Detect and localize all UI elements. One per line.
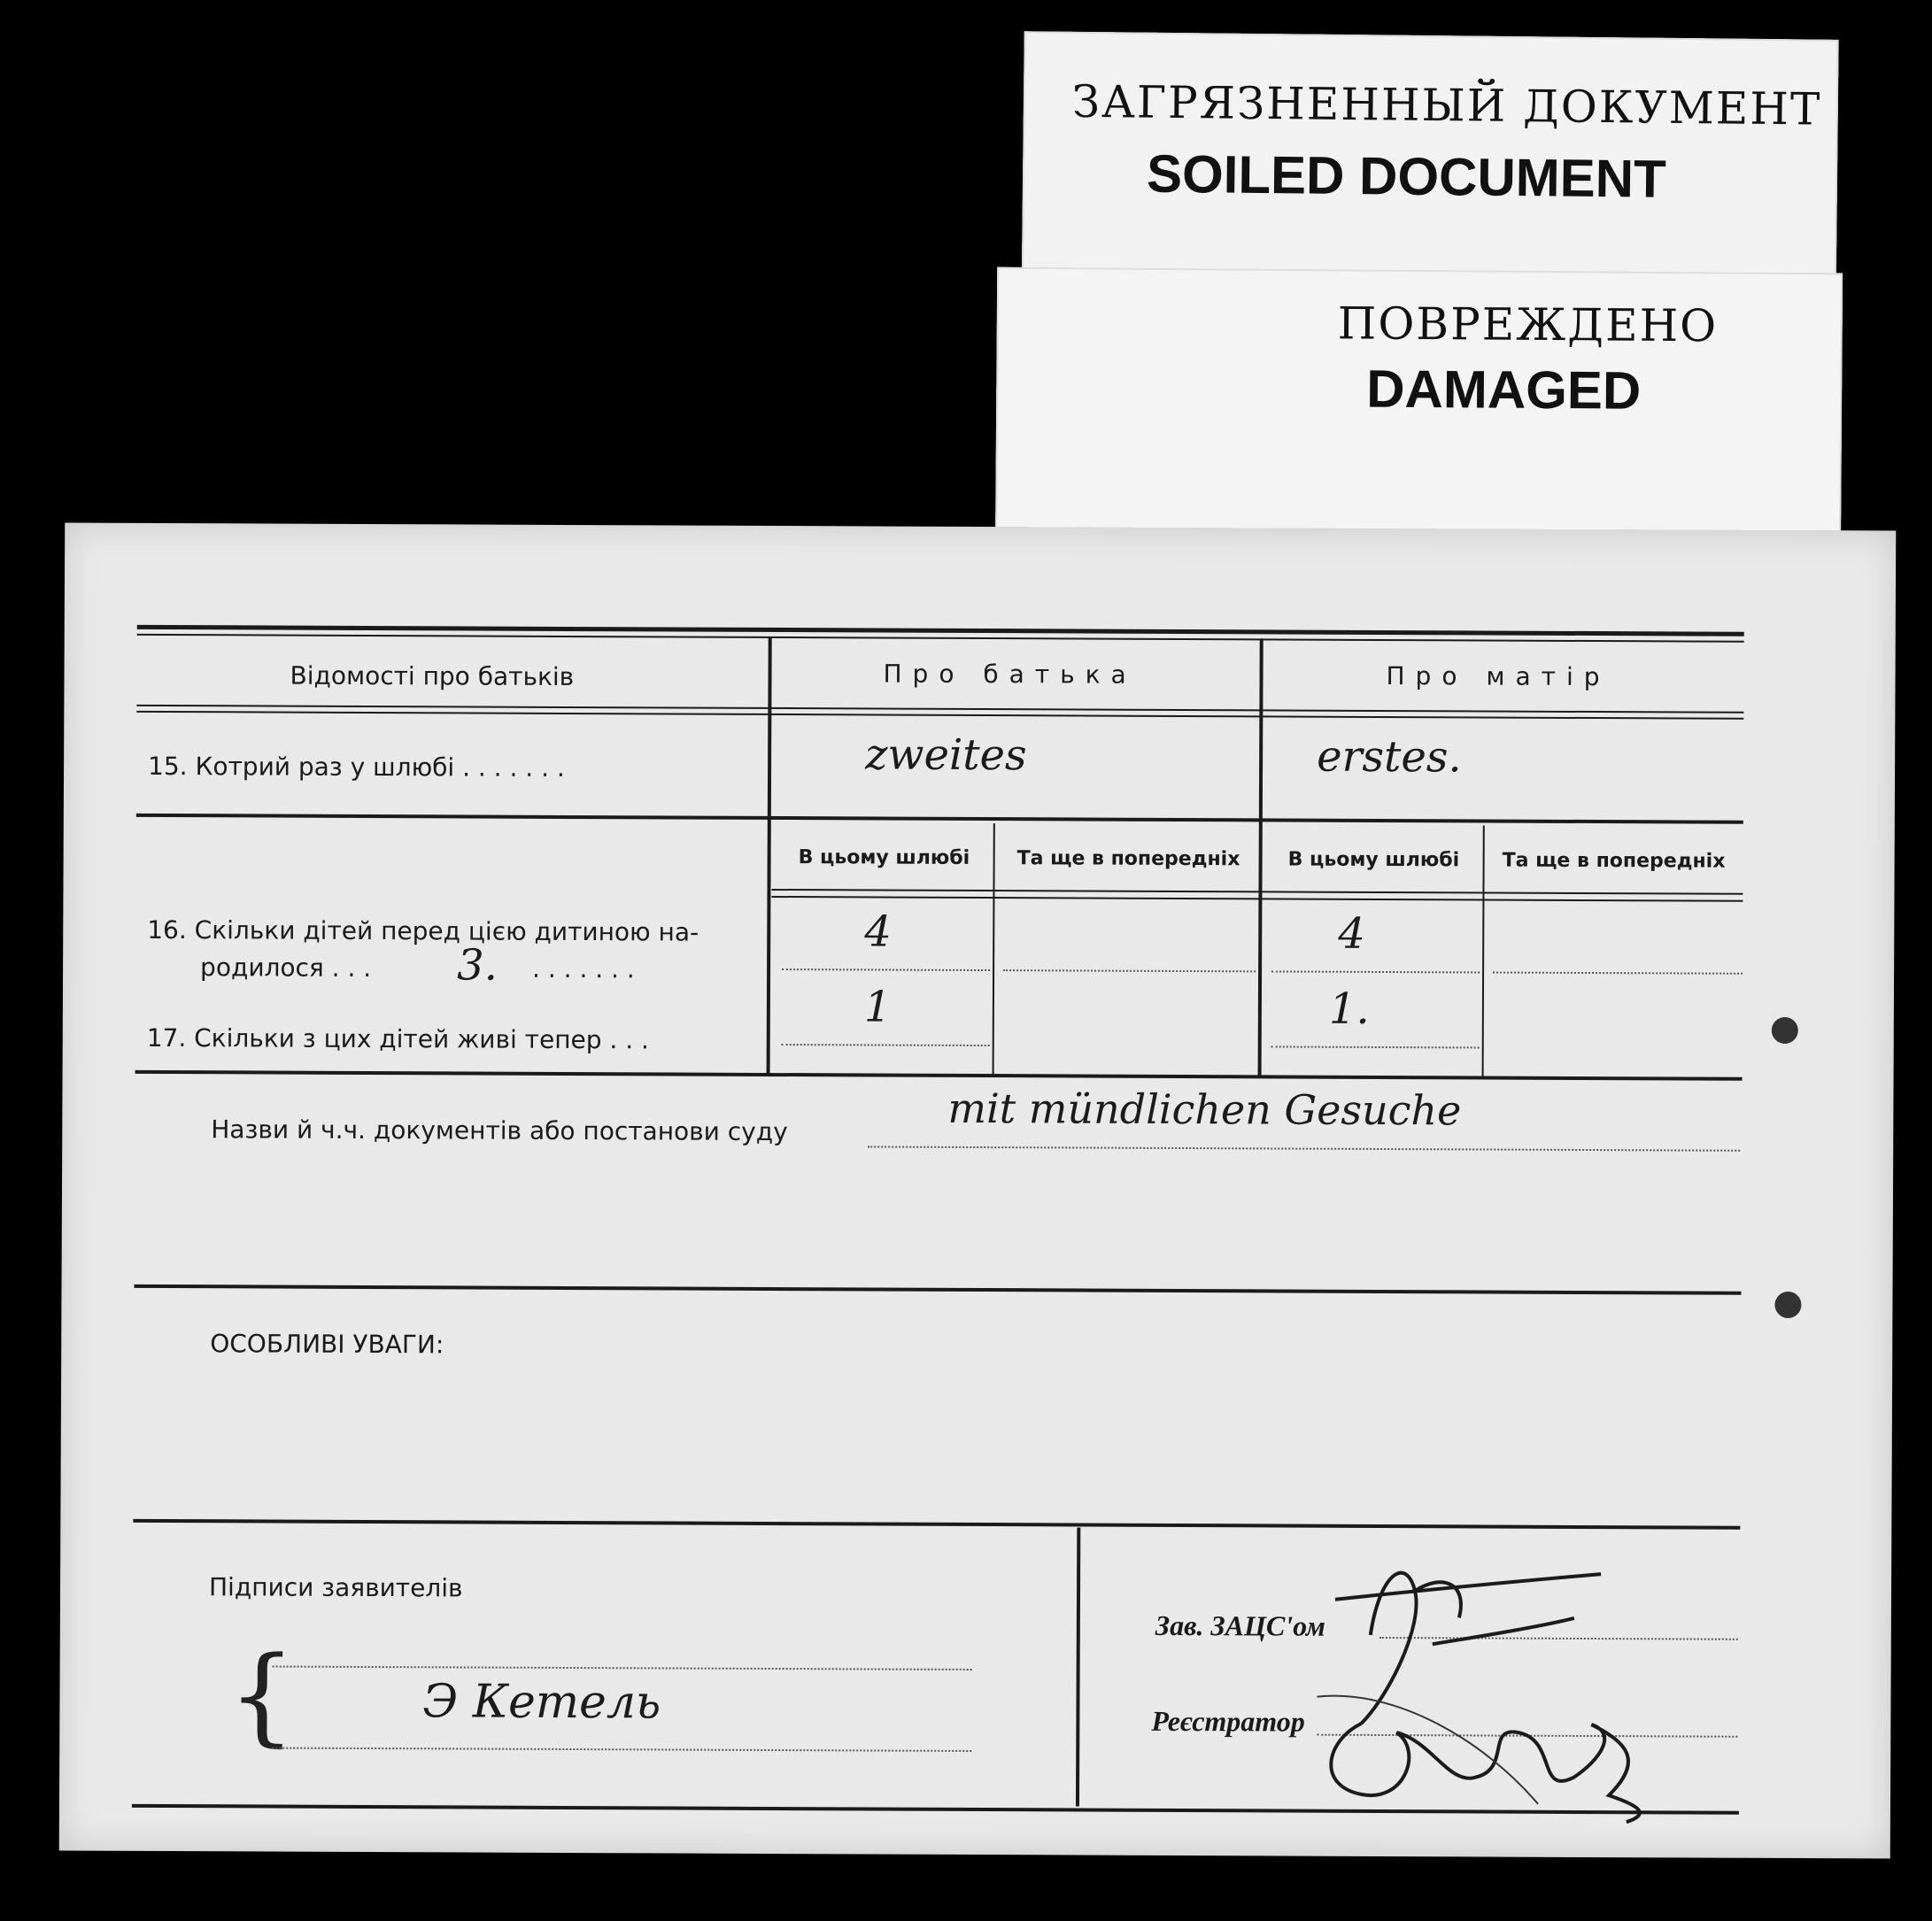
sub-mother-prev: Та ще в попередніх (1502, 849, 1726, 873)
official-signatures (1308, 1538, 1681, 1832)
row16-label-line2: родилося . . . (200, 953, 372, 984)
divider-mother-sub (1482, 825, 1485, 1077)
divider-father (767, 636, 772, 1075)
row15-rule (136, 814, 1743, 824)
row17-rule (135, 1070, 1743, 1081)
divider-father-sub (993, 823, 995, 1076)
sub-father-prev: Та ще в попередніх (1016, 847, 1240, 871)
punch-hole (1772, 1017, 1798, 1044)
header-parents: Відомості про батьків (290, 660, 575, 692)
row16-label-dots: . . . . . . . (532, 953, 635, 984)
row16-mother-dots (1271, 970, 1480, 973)
registrar-label: Реєстратор (1151, 1704, 1305, 1738)
remarks-rule (133, 1519, 1740, 1530)
sub-father-this: В цьому шлюбі (798, 846, 970, 869)
soiled-en-text: SOILED DOCUMENT (1146, 143, 1667, 209)
row17-mother-dots (1271, 1045, 1480, 1048)
sub-mother-this: В цьому шлюбі (1287, 848, 1460, 872)
documents-value: mit mündlichen Gesuche (947, 1084, 1462, 1135)
row15-mother-value: erstes. (1317, 731, 1462, 783)
head-label: Зав. ЗАЦС'ом (1155, 1609, 1325, 1642)
applicant-line-2 (272, 1747, 971, 1752)
damaged-en-text: DAMAGED (1366, 359, 1642, 420)
row16-inline-value: 3. (456, 940, 498, 991)
soiled-ru-text: ЗАГРЯЗНЕННЫЙ ДОКУМЕНТ (1071, 75, 1822, 135)
subheader-rule (771, 889, 1743, 895)
applicant-signature: Э Кетель (422, 1675, 661, 1730)
signature-divider (1076, 1527, 1080, 1806)
row15-father-value: zweites (865, 729, 1027, 781)
applicant-line-1 (273, 1666, 972, 1670)
row16-father-dots (782, 968, 990, 971)
row15-label: 15. Котрий раз у шлюбі . . . . . . . (148, 751, 565, 783)
divider-mother (1258, 638, 1264, 1076)
row16-mother-prev-dots (1493, 972, 1743, 975)
row16-mother-value: 4 (1338, 908, 1365, 959)
row17-mother-value: 1. (1328, 984, 1370, 1034)
header-father: Про батька (883, 659, 1137, 690)
row17-father-value: 1 (863, 982, 892, 1032)
row17-father-dots (782, 1044, 990, 1046)
documents-dots (868, 1146, 1740, 1151)
header-mother: Про матір (1386, 661, 1611, 692)
row16-label-line1: 16. Скільки дітей перед цією дитиною на- (147, 914, 699, 947)
remarks-label: ОСОБЛИВІ УВАГИ: (210, 1329, 444, 1360)
row17-label: 17. Скільки з цих дітей живі тепер . . . (146, 1022, 650, 1055)
row16-father-value: 4 (864, 906, 892, 957)
punch-hole (1774, 1292, 1801, 1318)
form-sheet (59, 522, 1897, 1858)
damaged-ru-text: ПОВРЕЖДЕНО (1337, 297, 1719, 352)
subheader-rule-2 (771, 896, 1743, 902)
row16-father-prev-dots (1003, 969, 1256, 972)
documents-label: Назви й ч.ч. документів або постанови суду (211, 1115, 788, 1147)
documents-rule (135, 1285, 1742, 1295)
applicants-bracket: { (228, 1634, 297, 1758)
applicants-label: Підписи заявителів (208, 1572, 463, 1603)
